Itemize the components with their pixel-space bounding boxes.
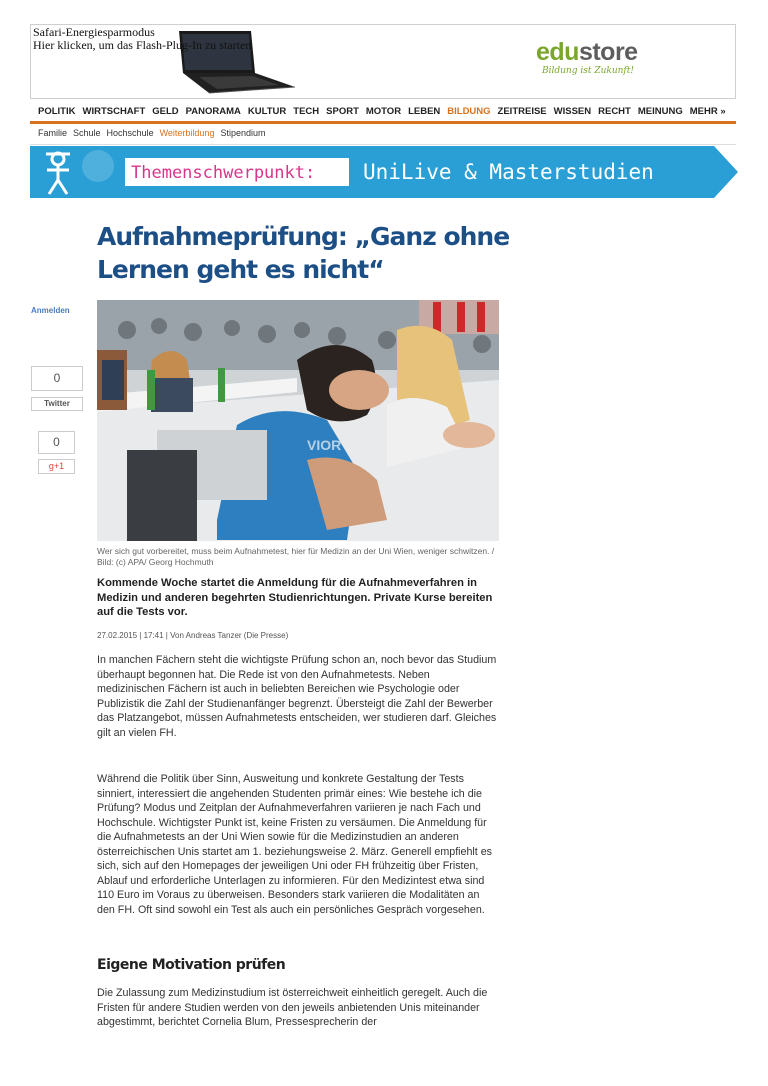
- nav-item-geld[interactable]: GELD: [152, 106, 179, 117]
- subnav-divider: [30, 144, 736, 145]
- twitter-share-count: 0: [31, 366, 83, 391]
- nav-item-panorama[interactable]: PANORAMA: [185, 106, 241, 117]
- article-photo: [97, 300, 499, 541]
- banner-label: Themenschwerpunkt:: [131, 163, 316, 183]
- article-meta: 27.02.2015 | 17:41 | Von Andreas Tanzer (Die Presse): [97, 631, 289, 640]
- flash-notice-line1: Safari-Energiesparmodus: [33, 25, 155, 39]
- subnav-item-familie[interactable]: Familie: [38, 128, 68, 138]
- article-lead: Kommende Woche startet die Anmeldung für die Aufnahmeverfahren in Medizin und anderen begehrten Studienrichtungen. Private Kurse bereiten auf die Tests vor.: [97, 577, 493, 618]
- photo-caption: Wer sich gut vorbereitet, muss beim Aufnahmetest, hier für Medizin an der Uni Wien, weniger schwitzen. / Bild: (c) APA/ Georg Hochmuth: [97, 546, 495, 567]
- login-link[interactable]: Anmelden: [31, 306, 70, 315]
- subnav-item-hochschule[interactable]: Hochschule: [106, 128, 154, 138]
- subnav-item-weiterbildung[interactable]: Weiterbildung: [159, 128, 215, 138]
- svg-text:VIOR: VIOR: [307, 437, 342, 453]
- article-paragraph-2: Während die Politik über Sinn, Ausweitung und konkrete Gestaltung der Tests sinniert, interessiert die angehenden Studenten primär eines: Wie bestehe ich die Prüfung? Modus und Zeitplan der Aufnahmeverfahren variieren je nach Fach und Hochschule. Wichtigster Punkt ist, keine Fristen zu versäumen. Die Anmeldung für die Aufnahmetests an der Uni Wien sowie für die Medizinstudien an anderen österreichischen Unis startet am 1. beziehungsweise 2. März. Generell empfiehlt es sich, sich auf den Homepages der jeweiligen Uni oder FH frühzeitig über Fristen, Ablauf und erforderliche Unterlagen zu informieren. Für den Medizintest etwa sind 110 Euro im Voraus zu überweisen. Besonders stark variieren die Modalitäten an den FH. Oft sind sowohl ein Test als auch ein persönliches Gespräch vorgesehen.: [97, 773, 493, 916]
- gplus-share-count: 0: [38, 431, 75, 454]
- article-headline: Aufnahmeprüfung: „Ganz ohne Lernen geht es nicht“: [97, 222, 510, 284]
- article-paragraph-3: Die Zulassung zum Medizinstudium ist österreichweit einheitlich geregelt. Auch die Fristen für andere Studien werden von den jeweils anbietenden Unis miteinander abgestimmt, berichtet Cornelia Blum, Pressesprecherin der: [97, 987, 488, 1028]
- logo-tagline: Bildung ist Zukunft!: [542, 66, 634, 76]
- flash-plugin-notice[interactable]: [33, 26, 251, 52]
- nav-item-recht[interactable]: RECHT: [598, 106, 631, 117]
- twitter-share-button[interactable]: Twitter: [31, 397, 83, 411]
- banner-decoration: [82, 150, 114, 182]
- edustore-logo[interactable]: [536, 39, 638, 76]
- logo-edu-text: edu: [536, 38, 579, 66]
- subnav-item-schule[interactable]: Schule: [73, 128, 101, 138]
- nav-item-bildung[interactable]: BILDUNG: [447, 106, 491, 117]
- theme-banner[interactable]: [30, 146, 738, 198]
- main-navigation: [38, 106, 738, 117]
- nav-item-wirtschaft[interactable]: WIRTSCHAFT: [82, 106, 146, 117]
- nav-item-kultur[interactable]: KULTUR: [247, 106, 287, 117]
- gplus-share-button[interactable]: g+1: [38, 459, 75, 474]
- nav-item-zeitreise[interactable]: ZEITREISE: [497, 106, 547, 117]
- banner-title: UniLive & Masterstudien: [363, 160, 654, 184]
- nav-item-meinung[interactable]: MEINUNG: [637, 106, 683, 117]
- nav-item-leben[interactable]: LEBEN: [408, 106, 441, 117]
- subnav-item-stipendium[interactable]: Stipendium: [220, 128, 266, 138]
- article-subheading: Eigene Motivation prüfen: [97, 957, 286, 973]
- top-advertisement[interactable]: [30, 24, 736, 99]
- nav-item-mehr[interactable]: MEHR »: [689, 106, 726, 117]
- article-paragraph-1: In manchen Fächern steht die wichtigste Prüfung schon an, noch bevor das Studium überhaupt begonnen hat. Die Rede ist von den Aufnahmetests. Neben medizinischen Fächern ist auch in beliebten Bereichen wie Psychologie oder Publizistik die Zahl der Studienanfänger begrenzt. Übersteigt die Zahl der Bewerber das Platzangebot, müssen Aufnahmetests entscheiden, wer studieren darf. Gleiches gilt an vielen FH.: [97, 654, 497, 739]
- nav-item-wissen[interactable]: WISSEN: [553, 106, 592, 117]
- logo-store-text: store: [578, 38, 638, 66]
- nav-item-sport[interactable]: SPORT: [326, 106, 359, 117]
- nav-item-motor[interactable]: MOTOR: [365, 106, 402, 117]
- nav-item-politik[interactable]: POLITIK: [38, 106, 76, 117]
- flash-notice-line2[interactable]: Hier klicken, um das Flash-Plug-In zu starten: [33, 38, 252, 52]
- nav-divider: [30, 121, 736, 124]
- nav-item-tech[interactable]: TECH: [293, 106, 320, 117]
- sub-navigation: [38, 128, 271, 138]
